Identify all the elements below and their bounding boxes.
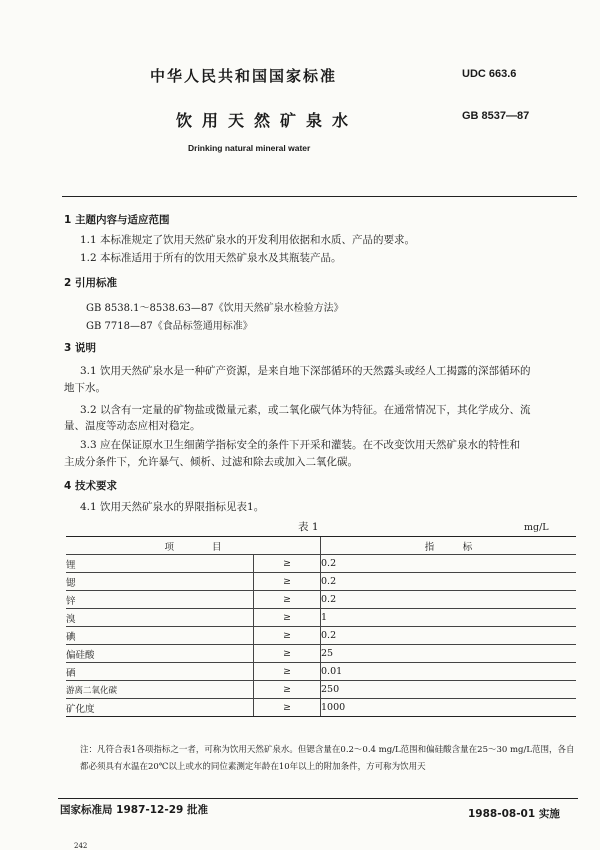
- table-header-row: [66, 537, 576, 555]
- row-operator: ≥: [254, 573, 321, 591]
- row-item: 碘: [66, 627, 254, 645]
- table-row: [66, 699, 576, 717]
- table-row: [66, 681, 576, 699]
- table-row: [66, 609, 576, 627]
- row-value: 0.2: [321, 591, 577, 609]
- table-row: [66, 627, 576, 645]
- clause-1-1: 1.1 本标准规定了饮用天然矿泉水的开发利用依据和水质、产品的要求。: [80, 234, 416, 246]
- clause-3-3-line2: 主成分条件下，允许暴气、倾析、过滤和除去或加入二氧化碳。: [64, 456, 358, 468]
- clause-3-3-line1: 3.3 应在保证原水卫生细菌学指标安全的条件下开采和灌装。在不改变饮用天然矿泉水的特性和: [80, 439, 521, 451]
- header-value: 指 标: [321, 537, 577, 555]
- clause-3-1-line1: 3.1 饮用天然矿泉水是一种矿产资源，是来自地下深部循环的天然露头或经人工揭露的深部循环的: [80, 365, 531, 377]
- section-1-heading: 1 主题内容与适应范围: [64, 214, 170, 226]
- row-value: 250: [321, 681, 577, 699]
- row-value: 0.2: [321, 573, 577, 591]
- table-row: [66, 663, 576, 681]
- row-operator: ≥: [254, 609, 321, 627]
- row-value: 1000: [321, 699, 577, 717]
- row-value: 0.01: [321, 663, 577, 681]
- header-item: 项 目: [66, 537, 321, 555]
- row-item: 锌: [66, 591, 254, 609]
- row-value: 1: [321, 609, 577, 627]
- row-operator: ≥: [254, 645, 321, 663]
- reference-1: GB 8538.1～8538.63—87《饮用天然矿泉水检验方法》: [86, 303, 344, 314]
- row-item: 偏硅酸: [66, 645, 254, 663]
- row-item: 矿化度: [66, 699, 254, 717]
- row-value: 0.2: [321, 627, 577, 645]
- section-3-heading: 3 说明: [64, 342, 96, 354]
- approval-date: 国家标准局 1987-12-29 批准: [60, 804, 208, 816]
- row-operator: ≥: [254, 627, 321, 645]
- english-title: Drinking natural mineral water: [188, 143, 311, 153]
- table-row: [66, 555, 576, 573]
- row-operator: ≥: [254, 555, 321, 573]
- clause-3-2-line1: 3.2 以含有一定量的矿物盐或微量元素，或二氧化碳气体为特征。在通常情况下，其化学成分、流: [80, 404, 531, 416]
- row-item: 游离二氧化碳: [66, 681, 254, 699]
- table-note: 注：凡符合表1各项指标之一者，可称为饮用天然矿泉水。但锶含量在0.2～0.4 mg/L范围和偏硅酸含量在25～30 mg/L范围，各自都必须具有水温在20℃以上或水的同位素测定年龄在10年以上的附加条件，方可称为饮用天: [80, 745, 575, 772]
- issuing-body-title: 中华人民共和国国家标准: [150, 67, 338, 85]
- row-value: 25: [321, 645, 577, 663]
- clause-1-2: 1.2 本标准适用于所有的饮用天然矿泉水及其瓶装产品。: [80, 252, 342, 264]
- section-2-heading: 2 引用标准: [64, 277, 117, 289]
- row-operator: ≥: [254, 681, 321, 699]
- table-row: [66, 573, 576, 591]
- section-4-heading: 4 技术要求: [64, 480, 117, 492]
- row-item: 锶: [66, 573, 254, 591]
- clause-4-1: 4.1 饮用天然矿泉水的界限指标见表1。: [80, 501, 265, 513]
- clause-3-1-line2: 地下水。: [64, 382, 106, 394]
- table-unit: mg/L: [524, 522, 549, 533]
- table-row: [66, 645, 576, 663]
- standard-title: 饮用天然矿泉水: [176, 111, 359, 130]
- table-row: [66, 591, 576, 609]
- implementation-date: 1988-08-01 实施: [468, 808, 560, 820]
- row-operator: ≥: [254, 699, 321, 717]
- row-item: 溴: [66, 609, 254, 627]
- clause-3-2-line2: 量、温度等动态应相对稳定。: [64, 420, 201, 432]
- page-number: 242: [74, 842, 88, 850]
- footer-divider: [58, 798, 578, 799]
- row-item: 锂: [66, 555, 254, 573]
- limits-table: [66, 536, 576, 717]
- row-item: 硒: [66, 663, 254, 681]
- reference-2: GB 7718—87《食品标签通用标准》: [86, 321, 253, 332]
- standard-number: GB 8537—87: [462, 110, 530, 122]
- row-value: 0.2: [321, 555, 577, 573]
- row-operator: ≥: [254, 663, 321, 681]
- table-title: 表 1: [298, 521, 319, 533]
- udc-code: UDC 663.6: [462, 68, 517, 80]
- row-operator: ≥: [254, 591, 321, 609]
- header-divider: [62, 196, 577, 197]
